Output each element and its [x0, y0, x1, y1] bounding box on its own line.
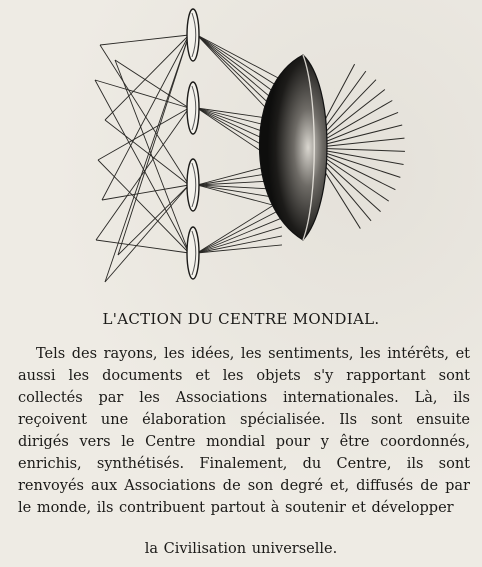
page-title: L'ACTION DU CENTRE MONDIAL. — [102, 310, 380, 328]
central-lens-icon — [260, 55, 328, 240]
closing-line: la Civilisation universelle. — [144, 541, 338, 557]
body-paragraph: Tels des rayons, les idées, les sentiments, les intérêts, et aussi les documents et les objets s'y rapportant sont collectés par les Associations internationales. Là, ils reçoivent une élaboration spécialisée. Ils sont ensuite dirigés vers le Centre mondial pour y être coordonnés, enrichis, synthétisés. Finalement, du Centre, ils sont renvoyés aux Associations de son degré et, diffusés de par le monde, ils contribuent partout à soutenir et développer — [18, 346, 470, 516]
